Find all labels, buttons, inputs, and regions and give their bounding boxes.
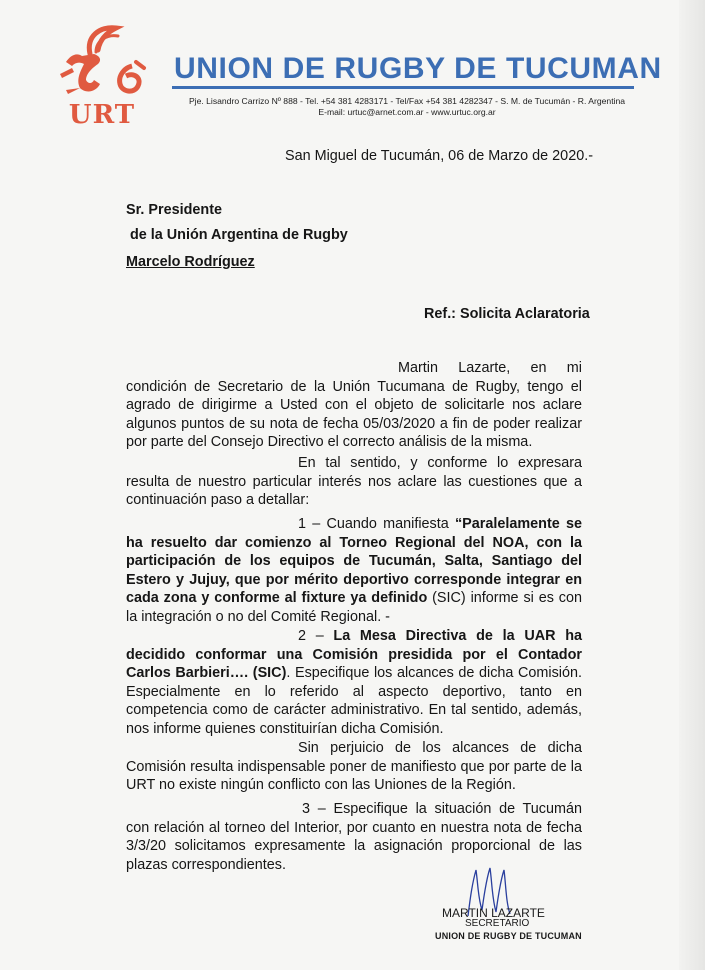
paragraph-no-conflict: Sin perjuicio de los alcances de dicha Comisión resulta indispensable poner de manifiesto que por parte de la URT no existe ningún conflicto con las Uniones de la Región. — [126, 740, 582, 793]
letter-date: San Miguel de Tucumán, 06 de Marzo de 2020.- — [285, 148, 593, 164]
signature-organization: UNION DE RUGBY DE TUCUMAN — [435, 931, 582, 941]
paragraph-point-1 — [126, 515, 582, 626]
point-2-quote: La Mesa Directiva de la UAR ha decidido conformar una Comisión presidida por el Contador Carlos Barbieri…. (SIC) — [126, 628, 582, 681]
point-1-quote: “Paralelamente se ha resuelto dar comienzo al Torneo Regional del NOA, con la participación de los equipos de Tucumán, Salta, Santiago del Estero y Jujuy, que por mérito deportivo corresponde integrar en cada zona y conforme al fixture ya definido — [126, 516, 583, 606]
urt-logo — [46, 22, 158, 130]
page-edge-shadow — [679, 0, 705, 970]
paragraph-point-2 — [126, 627, 582, 738]
paragraph-point-3: 3 – Especifique la situación de Tucumán con relación al torneo del Interior, por cuanto en nuestra nota de fecha 3/3/20 solicitamos expresamente la asignación proporcional de las plazas correspondientes. — [126, 801, 582, 873]
header-rule — [172, 86, 634, 89]
point-1-tail: (SIC) informe si es con la integración o no del Comité Regional. - — [126, 590, 582, 625]
organization-name: UNION DE RUGBY DE TUCUMAN — [174, 52, 662, 85]
paragraph-request: En tal sentido, y conforme lo expresara resulta de nuestro particular interés nos aclare las cuestiones que a continuación paso a detallar: — [126, 455, 582, 508]
recipient-line-3: Marcelo Rodríguez — [126, 254, 255, 270]
point-2-tail: . Especifique los alcances de dicha Comisión. Especialmente en lo referido al aspecto deportivo, tanto en competencia como de carácter administrativo. En tal sentido, además, nos informe quienes constituirían dicha Comisión. — [126, 665, 582, 737]
header-contact: E-mail: urtuc@arnet.com.ar - www.urtuc.org.ar — [318, 107, 496, 117]
recipient-line-1: Sr. Presidente — [126, 202, 222, 218]
point-2-lead: 2 – — [298, 628, 334, 644]
signature-title: SECRETARIO — [465, 918, 530, 929]
signature-name: MARTIN LAZARTE — [442, 906, 545, 920]
point-1-lead: 1 – Cuando manifiesta — [298, 516, 455, 532]
paragraph-intro: Martin Lazarte, en mi condición de Secretario de la Unión Tucumana de Rugby, tengo el agrado de dirigirme a Usted con el objeto de solicitarle nos aclare algunos puntos de su nota de fecha 05/03/2020 a fin de poder realizar por parte del Consejo Directivo el correcto análisis de la misma. — [126, 360, 582, 450]
ibex-icon — [46, 22, 158, 102]
logo-text: URT — [68, 100, 136, 130]
recipient-line-2: de la Unión Argentina de Rugby — [130, 227, 348, 243]
header-address: Pje. Lisandro Carrizo Nº 888 - Tel. +54 381 4283171 - Tel/Fax +54 381 4282347 - S. M. de Tucumán - R. Argentina — [188, 96, 626, 106]
reference-line: Ref.: Solicita Aclaratoria — [424, 306, 590, 322]
